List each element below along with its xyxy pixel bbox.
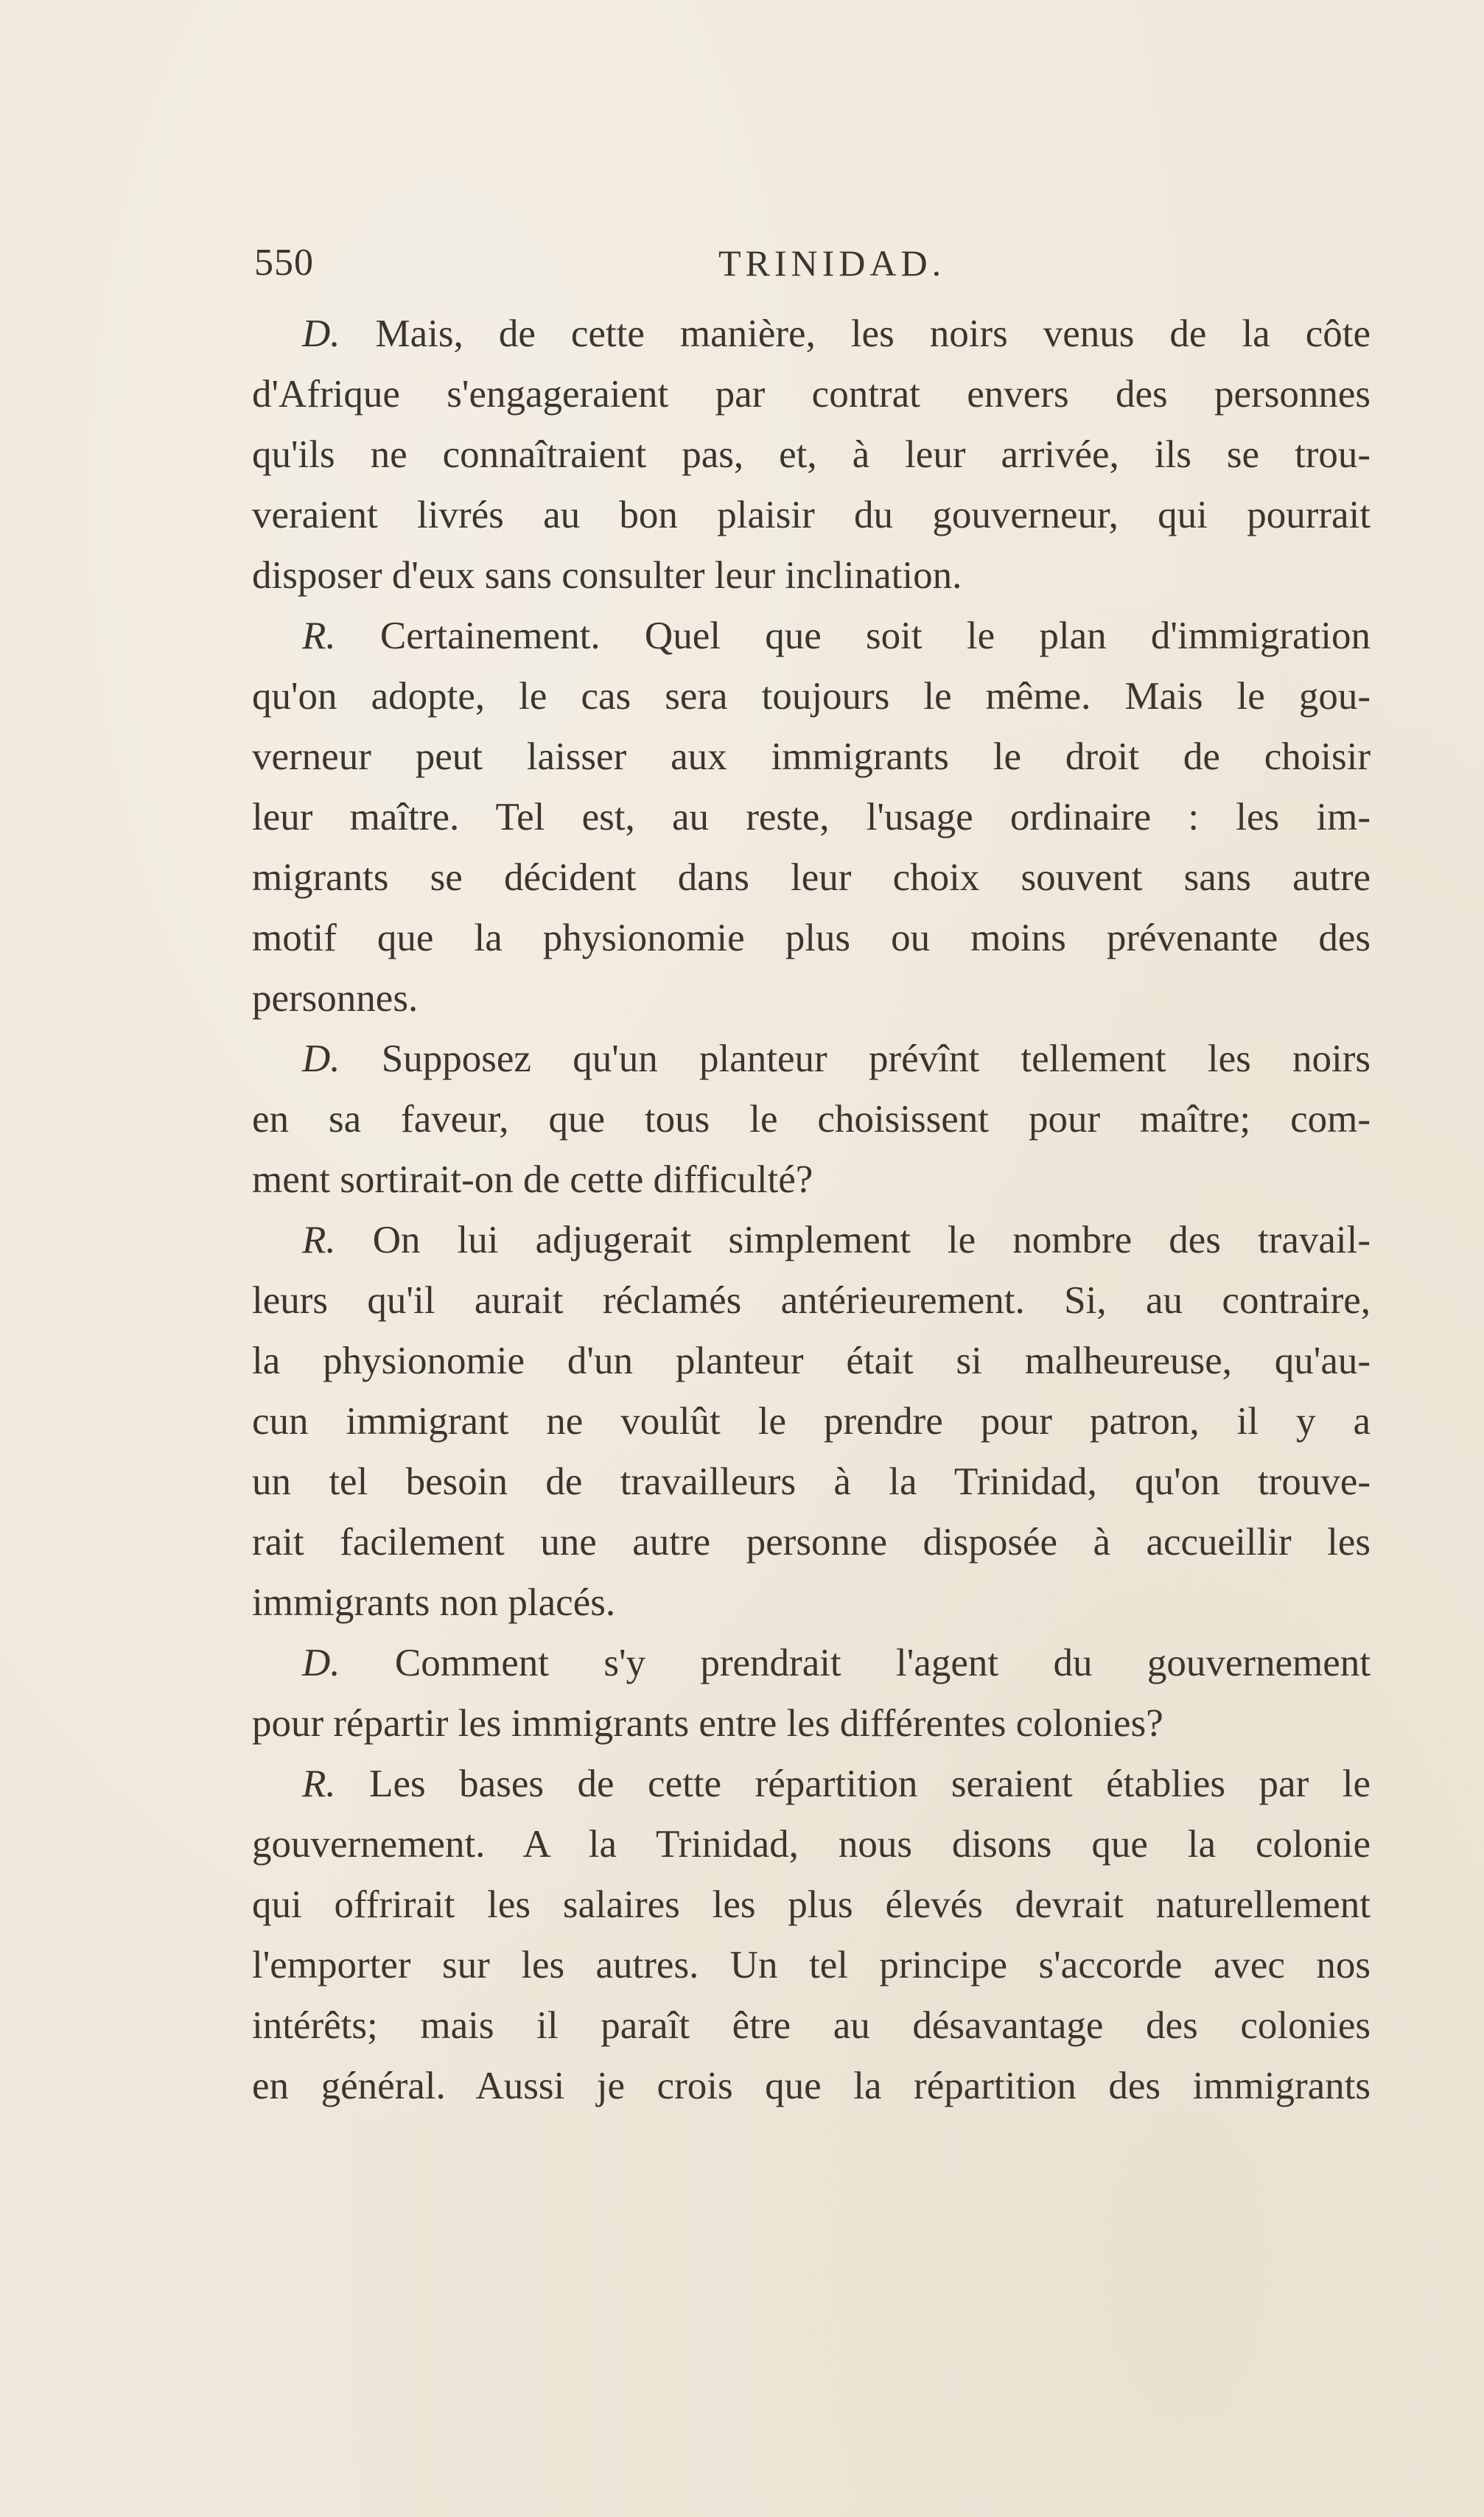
text-line: D. Mais, de cette manière, les noirs venus de la côte xyxy=(302,312,1371,355)
text-line: intérêts; mais il paraît être au désavantage des colonies xyxy=(252,2004,1371,2047)
text-line: ment sortirait-on de cette difficulté? xyxy=(252,1158,813,1201)
text-line: verneur peut laisser aux immigrants le droit de choisir xyxy=(252,735,1371,778)
text-line: cun immigrant ne voulût le prendre pour patron, il y a xyxy=(252,1400,1371,1443)
text-line: gouvernement. A la Trinidad, nous disons que la colonie xyxy=(252,1823,1371,1866)
text-line: veraient livrés au bon plaisir du gouverneur, qui pourrait xyxy=(252,494,1371,536)
speaker-marker: R. xyxy=(302,615,336,657)
text-line: la physionomie d'un planteur était si malheureuse, qu'au- xyxy=(252,1340,1371,1382)
text-line: pour répartir les immigrants entre les différentes colonies? xyxy=(252,1702,1163,1745)
text-line: l'emporter sur les autres. Un tel principe s'accorde avec nos xyxy=(252,1944,1371,1986)
speaker-marker: D. xyxy=(302,1037,340,1080)
running-head xyxy=(254,241,1223,285)
text-line: immigrants non placés. xyxy=(252,1581,616,1624)
text-line: R. Les bases de cette répartition seraient établies par le xyxy=(302,1762,1371,1805)
text-line: en général. Aussi je crois que la répartition des immigrants xyxy=(252,2065,1371,2107)
text-line: motif que la physionomie plus ou moins prévenante des xyxy=(252,917,1371,959)
text-line: D. Comment s'y prendrait l'agent du gouvernement xyxy=(302,1642,1371,1684)
body-text xyxy=(252,304,1371,2116)
text-line: migrants se décident dans leur choix souvent sans autre xyxy=(252,856,1371,899)
text-line: rait facilement une autre personne disposée à accueillir les xyxy=(252,1521,1371,1564)
text-line: leur maître. Tel est, au reste, l'usage ordinaire : les im- xyxy=(252,796,1371,839)
text-line: d'Afrique s'engageraient par contrat envers des personnes xyxy=(252,373,1371,416)
speaker-marker: R. xyxy=(302,1762,336,1805)
text-line: qu'on adopte, le cas sera toujours le même. Mais le gou- xyxy=(252,675,1371,718)
text-line: un tel besoin de travailleurs à la Trinidad, qu'on trouve- xyxy=(252,1460,1371,1503)
text-line: R. On lui adjugerait simplement le nombre des travail- xyxy=(302,1219,1371,1261)
text-line: personnes. xyxy=(252,977,419,1020)
speaker-marker: R. xyxy=(302,1219,336,1261)
text-line: leurs qu'il aurait réclamés antérieurement. Si, au contraire, xyxy=(252,1279,1371,1322)
speaker-marker: D. xyxy=(302,1642,340,1684)
text-line: qu'ils ne connaîtraient pas, et, à leur arrivée, ils se trou- xyxy=(252,433,1371,476)
text-line: disposer d'eux sans consulter leur inclination. xyxy=(252,554,962,597)
speaker-marker: D. xyxy=(302,312,340,355)
running-title: TRINIDAD. xyxy=(718,242,946,284)
text-line: en sa faveur, que tous le choisissent pour maître; com- xyxy=(252,1098,1371,1141)
text-line: D. Supposez qu'un planteur prévînt tellement les noirs xyxy=(302,1037,1371,1080)
text-line: R. Certainement. Quel que soit le plan d'immigration xyxy=(302,615,1371,657)
text-line: qui offrirait les salaires les plus élevés devrait naturellement xyxy=(252,1883,1371,1926)
page-number: 550 xyxy=(254,242,314,284)
